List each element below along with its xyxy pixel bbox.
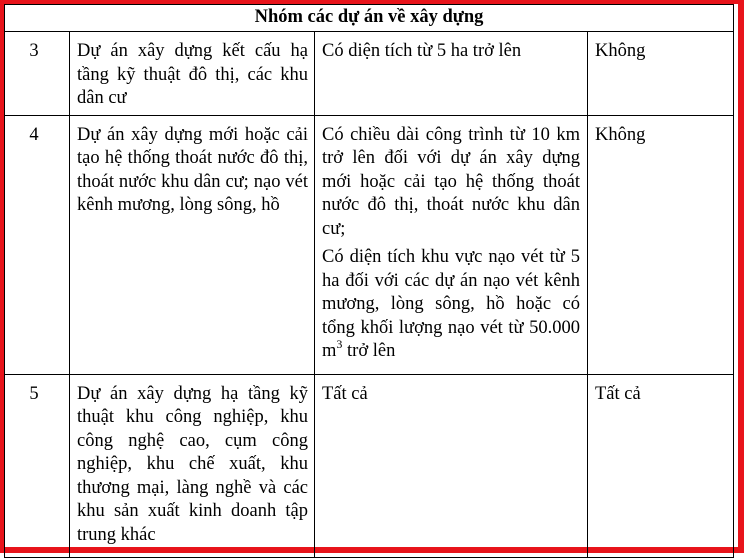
row-number: 5 [5,374,70,557]
criteria-text [322,246,580,364]
unit-superscript: 3 [336,337,343,351]
project-group-table [4,4,734,558]
project-type: Dự án xây dựng hạ tầng kỹ thuật khu công nghiệp, khu công nghệ cao, cụm công nghiệp, khu chế xuất, khu thương mại, làng nghề và các khu sản xuất kinh doanh tập trung khác [70,374,315,557]
table-row [5,32,734,116]
criteria-cell [315,115,588,374]
criteria-text-tail: trở lên [342,341,396,361]
group-header-row [5,5,734,32]
criteria-text: Có chiều dài công trình từ 10 km trở lên đối với dự án xây dựng mới hoặc cải tạo hệ thống thoát nước đô thị, thoát nước khu dân cư; [322,124,580,239]
row-number: 4 [5,115,70,374]
criteria-text-main: Có diện tích khu vực nạo vét từ 5 ha đối với các dự án nạo vét kênh mương, lòng sông, hồ hoặc có tổng khối lượng nạo vét từ 50.000 m [322,247,580,361]
requirement: Không [588,115,734,374]
criteria-text: Tất cả [322,383,368,404]
table-row [5,374,734,557]
criteria-cell [315,32,588,116]
requirement: Tất cả [588,374,734,557]
row-number: 3 [5,32,70,116]
project-type: Dự án xây dựng kết cấu hạ tầng kỹ thuật đô thị, các khu dân cư [70,32,315,116]
project-type: Dự án xây dựng mới hoặc cải tạo hệ thống thoát nước đô thị, thoát nước khu dân cư; nạo vét kênh mương, lòng sông, hồ [70,115,315,374]
table-row [5,115,734,374]
group-title: Nhóm các dự án về xây dựng [5,5,734,32]
requirement: Không [588,32,734,116]
criteria-text: Có diện tích từ 5 ha trở lên [322,41,522,61]
criteria-cell [315,374,588,557]
